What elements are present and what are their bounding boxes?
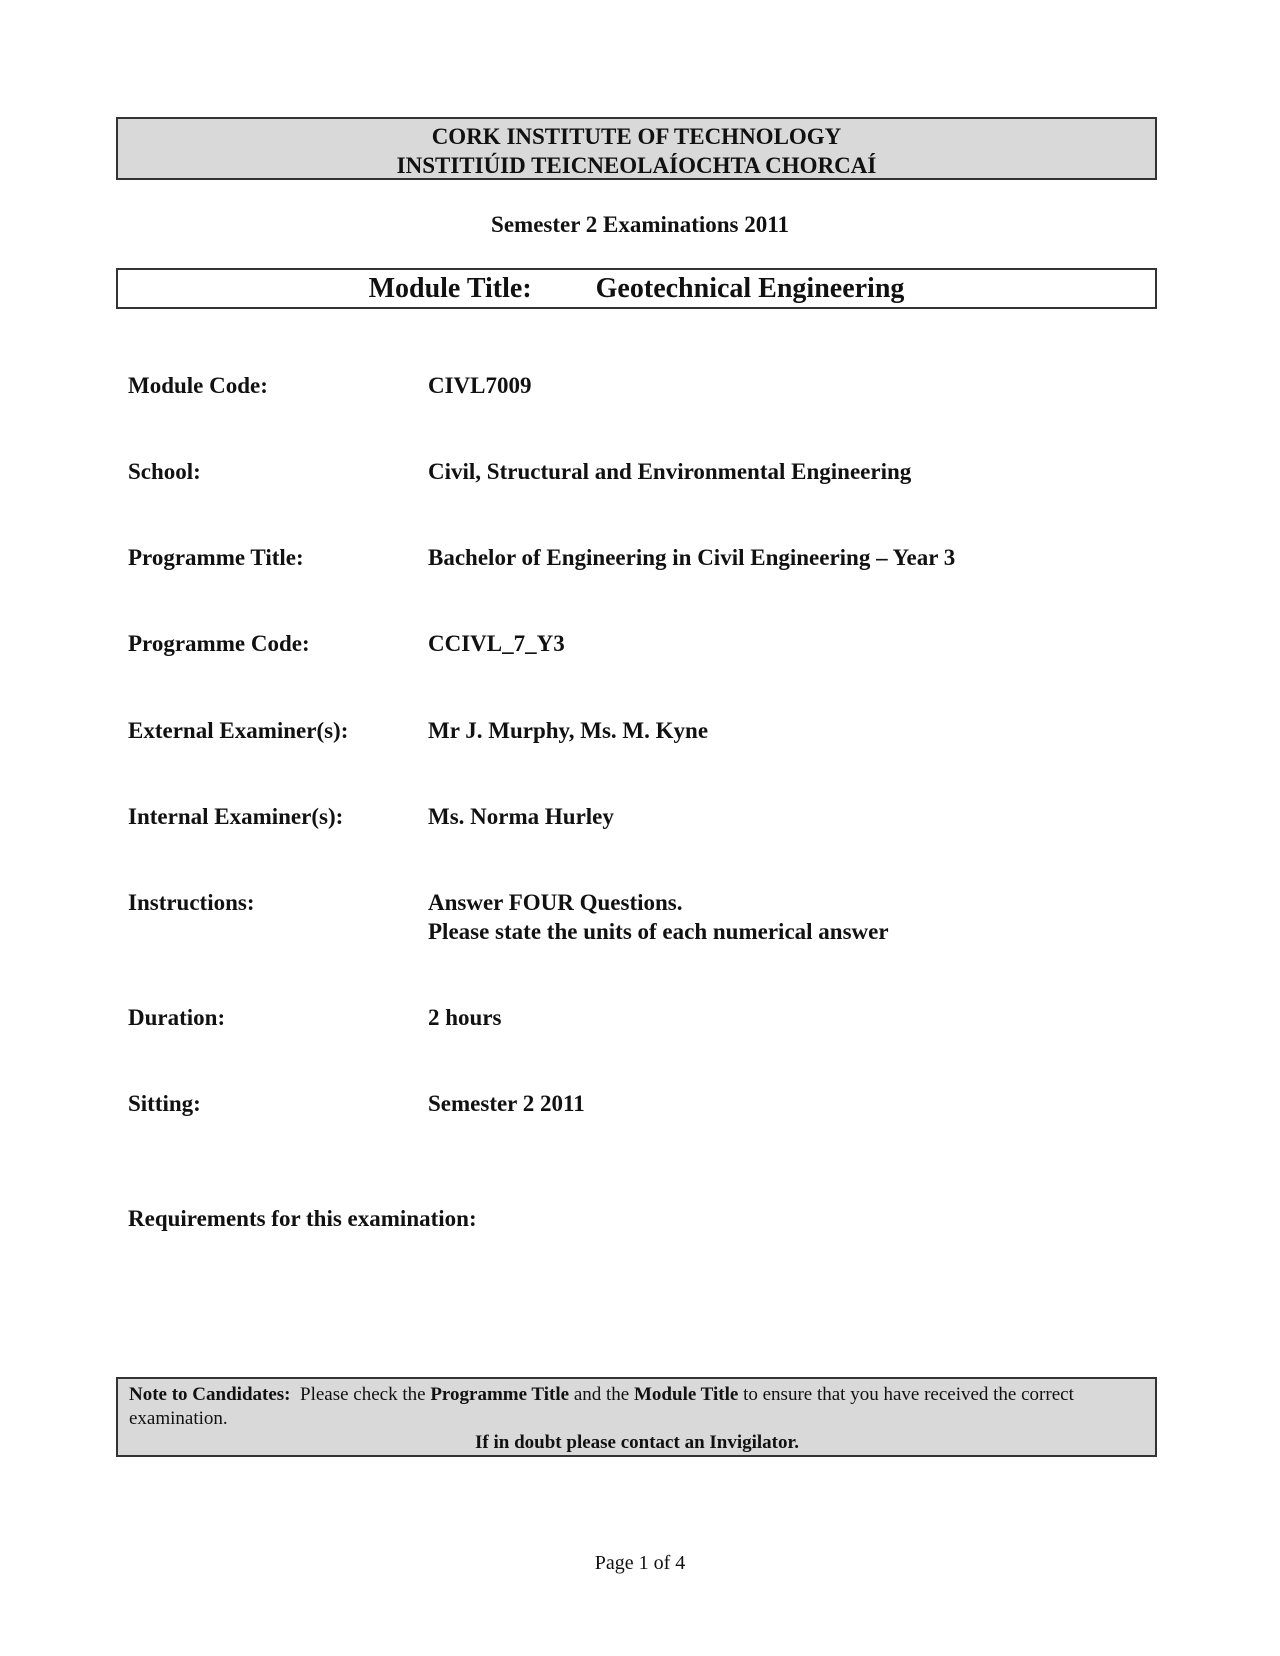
field-label: Duration: [128, 1005, 226, 1030]
note-text [129, 1383, 1145, 1431]
field-value: Answer FOUR Questions. [428, 890, 683, 915]
module-title-label: Module Title: [368, 273, 532, 304]
field-value: Mr J. Murphy, Ms. M. Kyne [428, 718, 709, 743]
institute-name-irish: INSTITIÚID TEICNEOLAÍOCHTA CHORCAÍ [396, 153, 877, 178]
field-value: CCIVL_7_Y3 [428, 631, 565, 656]
field-value: Ms. Norma Hurley [428, 804, 614, 829]
semester-heading: Semester 2 Examinations 2011 [491, 212, 789, 237]
field-value: 2 hours [428, 1005, 502, 1030]
field-value-line2: Please state the units of each numerical answer [428, 919, 889, 944]
field-label: Programme Title: [128, 545, 304, 570]
module-title-box [116, 268, 1157, 309]
note-bold-programme-title: Programme Title [430, 1384, 570, 1405]
note-text-part: and the [573, 1384, 630, 1405]
field-label: Module Code: [128, 373, 268, 398]
field-label: School: [128, 459, 201, 484]
field-label: External Examiner(s): [128, 718, 349, 743]
note-text-part: Please check the [300, 1384, 426, 1405]
module-title-value: Geotechnical Engineering [595, 273, 905, 304]
field-value: CIVL7009 [428, 373, 532, 398]
field-value: Bachelor of Engineering in Civil Engineering – Year 3 [428, 545, 956, 570]
field-label: Instructions: [128, 890, 255, 915]
note-bold-module-title: Module Title [634, 1384, 739, 1405]
field-label: Sitting: [128, 1091, 201, 1116]
note-lead: Note to Candidates: [129, 1384, 291, 1405]
institute-name-english: CORK INSTITUTE OF TECHNOLOGY [431, 124, 842, 149]
requirements-heading: Requirements for this examination: [128, 1206, 477, 1231]
institute-header [116, 117, 1157, 180]
note-text-part: to ensure that you have received the correct examination. [129, 1384, 1074, 1429]
note-to-candidates [116, 1377, 1157, 1457]
field-value: Semester 2 2011 [428, 1091, 585, 1116]
field-value: Civil, Structural and Environmental Engineering [428, 459, 912, 484]
field-label: Internal Examiner(s): [128, 804, 344, 829]
field-label: Programme Code: [128, 631, 310, 656]
page-number: Page 1 of 4 [594, 1552, 686, 1574]
note-invigilator-line: If in doubt please contact an Invigilator. [475, 1432, 799, 1453]
